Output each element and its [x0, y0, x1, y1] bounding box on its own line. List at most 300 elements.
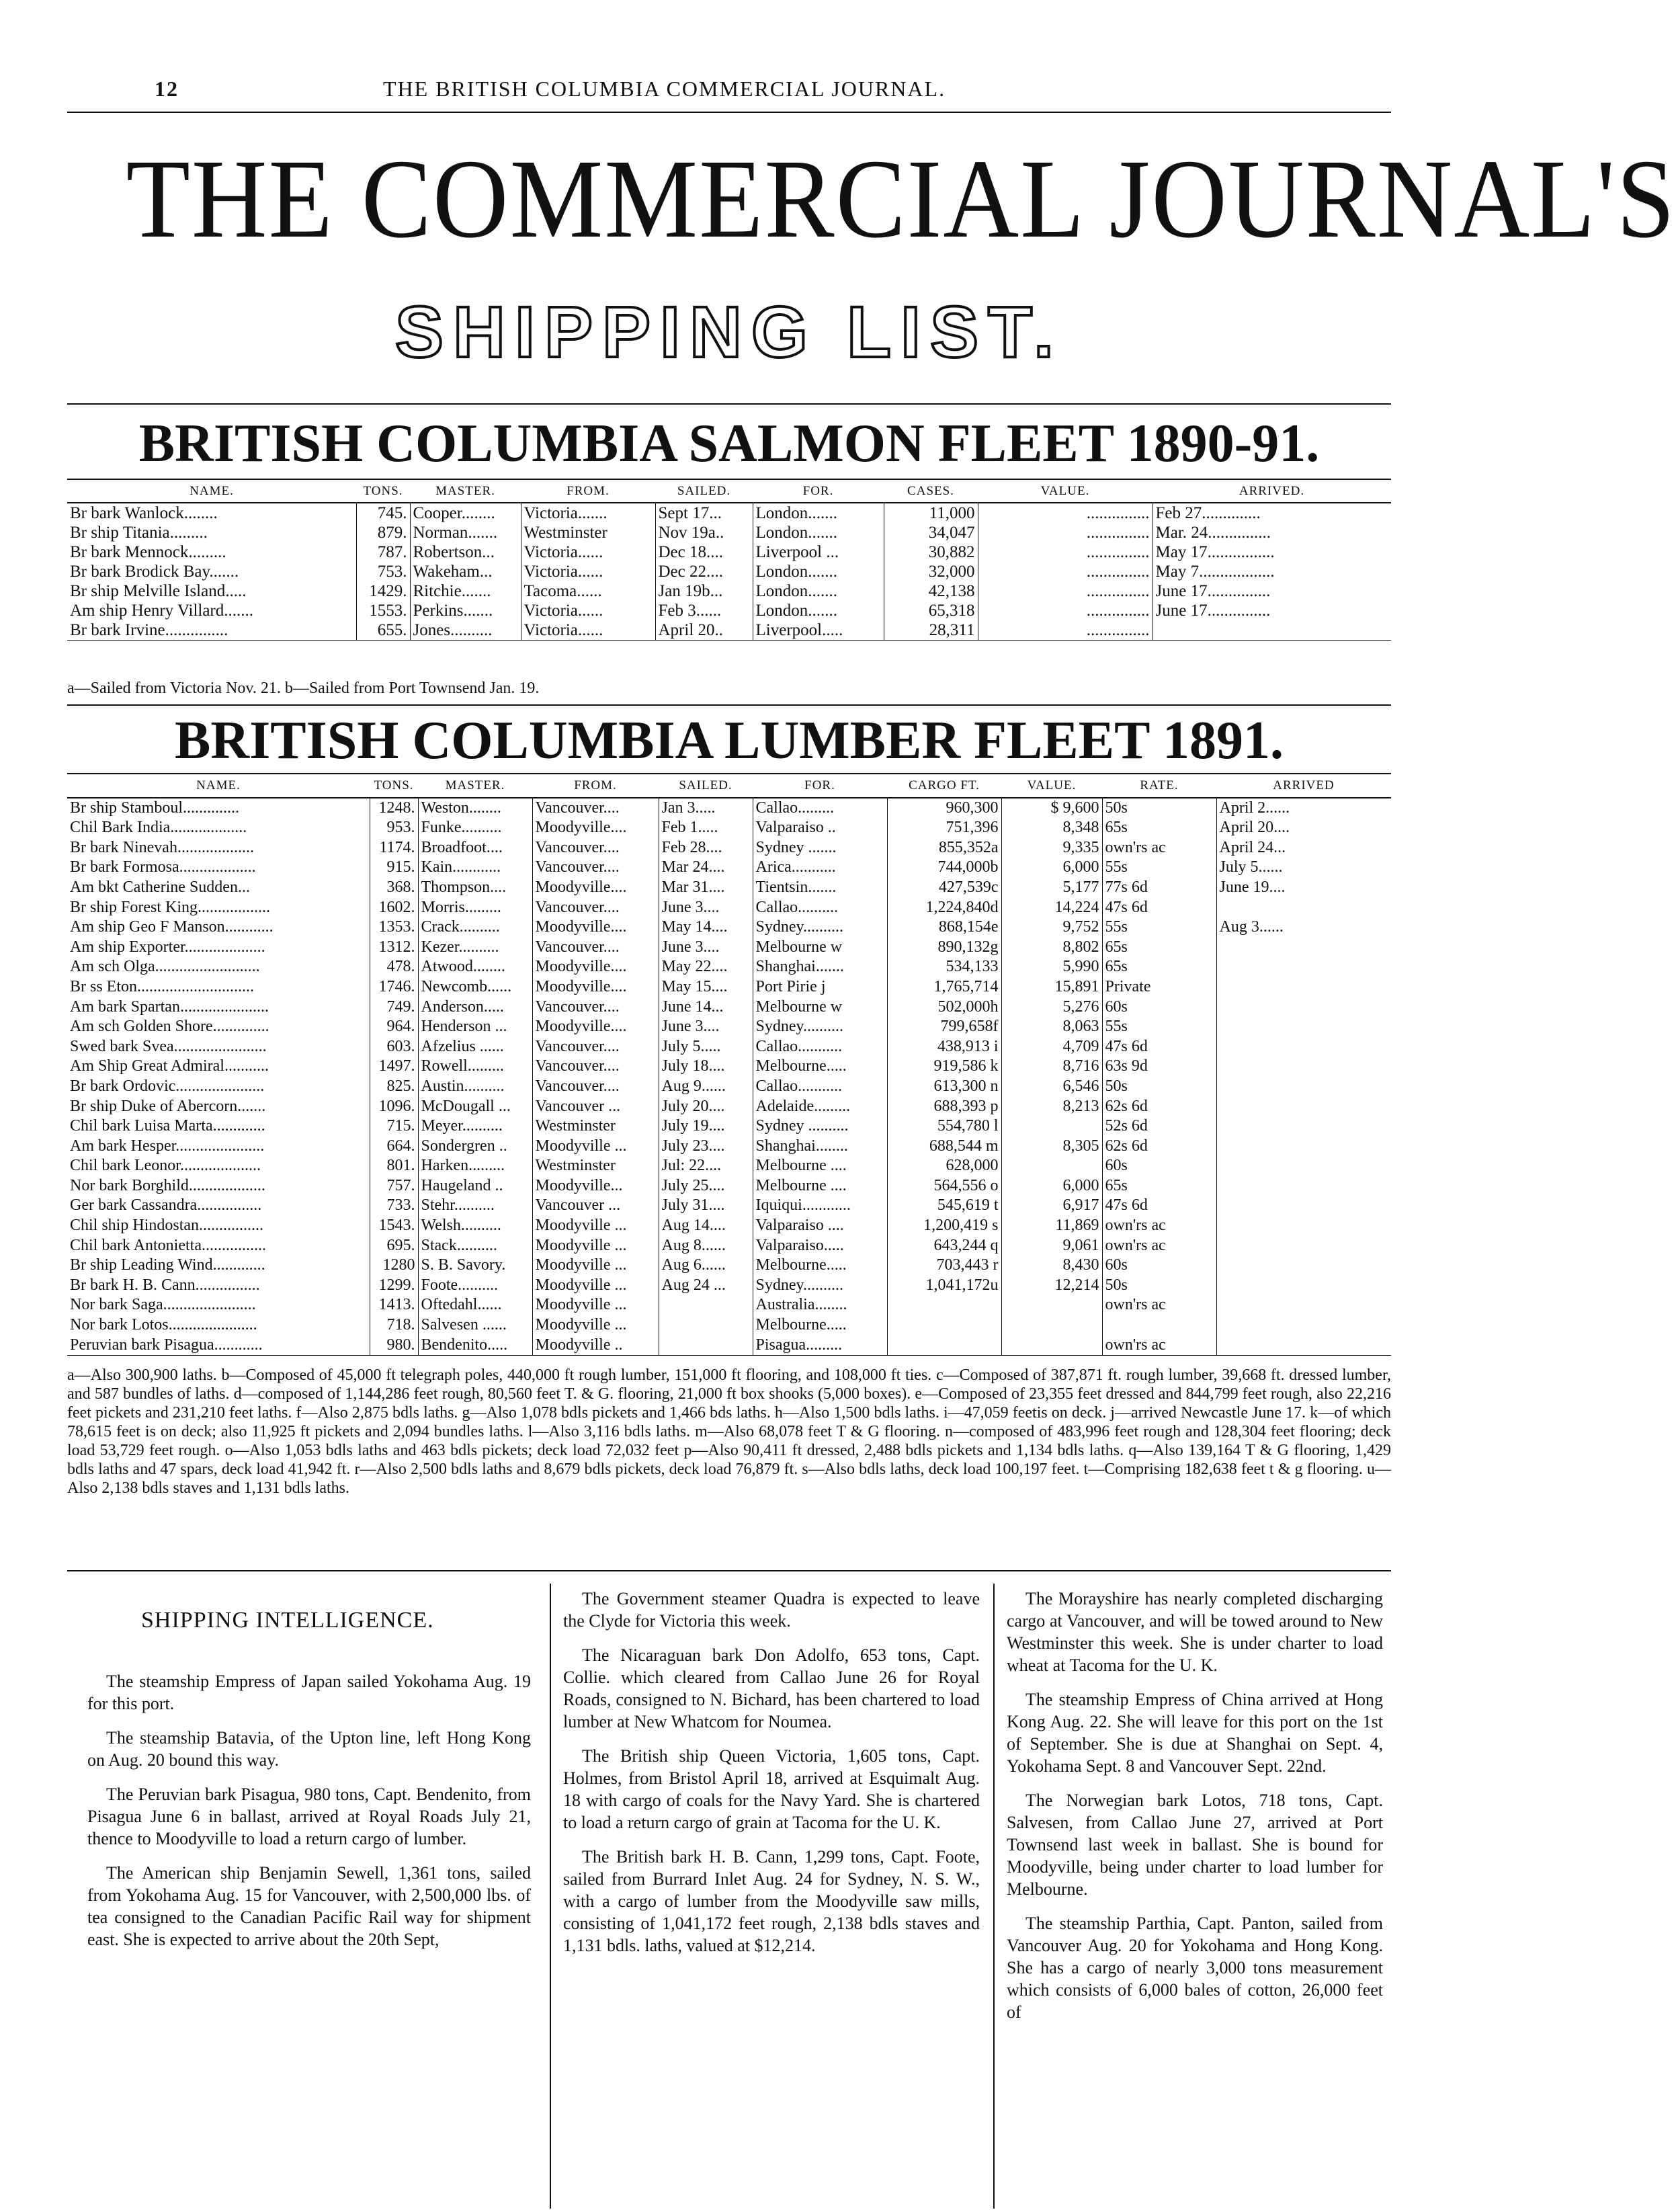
table-cell: May 15.... — [659, 977, 753, 997]
table-cell: Ger bark Cassandra................ — [70, 1196, 262, 1215]
table-row — [67, 1276, 1391, 1296]
table-cell: Jones.......... — [410, 620, 521, 641]
table-cell: $ 9,600 — [1001, 798, 1102, 819]
table-row — [67, 1077, 1391, 1097]
table-cell: Dec 22.... — [655, 562, 753, 581]
column-header: SAILED. — [659, 774, 753, 798]
table-cell: Stehr.......... — [418, 1196, 532, 1216]
table-cell: Sydney.......... — [753, 1276, 887, 1296]
news-paragraph: The American ship Benjamin Sewell, 1,361 tons, sailed from Yokohama Aug. 15 for Vancouver, with 2,500,000 lbs. of tea consigned to the Canadian Pacific Rail way for shipment east. She is expected to arrive about the 20th Sept, — [87, 1863, 531, 1949]
table-cell: April 24... — [1216, 838, 1391, 858]
news-paragraph: The British bark H. B. Cann, 1,299 tons, Capt. Foote, sailed from Burrard Inlet Aug. 24 for Sydney, N. S. W., with a cargo of lumber from the Moodyville saw mills, consisting of 1,041,172 feet rough, 2,138 bdls staves and 1,131 bdls. laths, valued at $12,214. — [563, 1847, 980, 1955]
table-cell: 744,000b — [887, 858, 1001, 878]
table-cell: Victoria...... — [521, 562, 655, 581]
table-cell: Chil bark Luisa Marta............. — [70, 1117, 265, 1135]
news-paragraph: The Government steamer Quadra is expected to leave the Clyde for Victoria this week. — [563, 1589, 980, 1631]
table-cell: 1543. — [370, 1216, 418, 1236]
table-cell: June 3.... — [659, 1017, 753, 1037]
table-cell — [887, 1315, 1001, 1336]
table-cell: Sydney ....... — [753, 838, 887, 858]
table-cell: Funke.......... — [418, 818, 532, 838]
table-cell: 8,305 — [1001, 1137, 1102, 1157]
news-paragraph: The Morayshire has nearly completed discharging cargo at Vancouver, and will be towed around to New Westminster this week. She is under charter to load wheat at Tacoma for the U. K. — [1007, 1589, 1383, 1675]
table-cell: Moodyville ... — [532, 1216, 659, 1236]
table-cell: 14,224 — [1001, 898, 1102, 918]
masthead-rule — [67, 403, 1391, 405]
lumber-fleet-title: BRITISH COLUMBIA LUMBER FLEET 1891. — [175, 711, 1284, 770]
table-cell: ............... — [978, 581, 1153, 601]
table-cell: Sept 17... — [655, 503, 753, 523]
table-cell: June 14... — [659, 997, 753, 1018]
table-cell: Br bark Mennock......... — [70, 543, 226, 561]
table-cell: 50s — [1102, 1276, 1216, 1296]
column-header: MASTER. — [418, 774, 532, 798]
table-cell: 745. — [356, 503, 410, 523]
table-cell: 715. — [370, 1116, 418, 1137]
table-cell — [1216, 1077, 1391, 1097]
column-header: NAME. — [67, 479, 356, 503]
column-rule — [550, 1584, 551, 2209]
table-cell: Moodyville ... — [532, 1137, 659, 1157]
table-cell: Robertson... — [410, 542, 521, 562]
table-cell: Moodyville.... — [532, 917, 659, 938]
table-cell: Anderson..... — [418, 997, 532, 1018]
table-cell: Moodyville ... — [532, 1295, 659, 1315]
table-cell: Valparaiso..... — [753, 1236, 887, 1256]
table-cell: 502,000h — [887, 997, 1001, 1018]
table-cell: Vancouver.... — [532, 1037, 659, 1057]
table-cell: Broadfoot.... — [418, 838, 532, 858]
column-rule — [993, 1584, 995, 2209]
table-cell — [1216, 1116, 1391, 1137]
table-cell: 47s 6d — [1102, 898, 1216, 918]
table-cell: 478. — [370, 957, 418, 977]
table-cell: Australia........ — [753, 1295, 887, 1315]
table-cell — [1216, 1017, 1391, 1037]
news-column-2 — [563, 1588, 980, 1969]
table-cell: Sydney.......... — [753, 917, 887, 938]
table-row — [67, 503, 1391, 523]
table-cell: Melbourne w — [753, 938, 887, 958]
table-cell: Feb 28.... — [659, 838, 753, 858]
table-cell: Norman....... — [410, 523, 521, 542]
table-cell: Moodyville.... — [532, 977, 659, 997]
table-cell: ............... — [978, 542, 1153, 562]
table-cell: 749. — [370, 997, 418, 1018]
table-cell: Dec 18.... — [655, 542, 753, 562]
table-cell: Vancouver.... — [532, 1077, 659, 1097]
table-cell: Br ss Eton............................. — [70, 977, 255, 995]
table-cell: Perkins....... — [410, 601, 521, 620]
masthead-title: THE COMMERCIAL JOURNAL'S — [126, 136, 1676, 261]
table-cell: Westminster — [532, 1116, 659, 1137]
column-header: FOR. — [753, 774, 887, 798]
table-cell: 15,891 — [1001, 977, 1102, 997]
table-cell: 1280 — [370, 1256, 418, 1276]
news-paragraph: The Peruvian bark Pisagua, 980 tons, Capt. Bendenito, from Pisagua June 6 in ballast, arrived at Royal Roads July 21, thence to Moodyville to load a return cargo of lumber. — [87, 1785, 531, 1848]
table-row — [67, 542, 1391, 562]
table-cell — [1216, 1315, 1391, 1336]
table-cell: London....... — [753, 562, 884, 581]
table-row — [67, 1336, 1391, 1356]
table-cell: Rowell......... — [418, 1057, 532, 1077]
table-cell: Foote.......... — [418, 1276, 532, 1296]
column-header: NAME. — [67, 774, 370, 798]
table-cell: 6,546 — [1001, 1077, 1102, 1097]
table-cell: Westminster — [532, 1156, 659, 1176]
table-cell: May 14.... — [659, 917, 753, 938]
table-row — [67, 620, 1391, 641]
column-header: TONS. — [356, 479, 410, 503]
table-cell: Chil bark Leonor.................... — [70, 1157, 261, 1175]
table-cell — [1001, 1116, 1102, 1137]
table-cell: Melbourne .... — [753, 1176, 887, 1196]
table-cell — [1001, 1295, 1102, 1315]
table-cell — [1001, 1156, 1102, 1176]
table-cell: 915. — [370, 858, 418, 878]
table-cell: Callao.......... — [753, 898, 887, 918]
table-cell: 47s 6d — [1102, 1196, 1216, 1216]
table-cell: Chil Bark India................... — [70, 819, 247, 837]
table-cell: 1413. — [370, 1295, 418, 1315]
table-cell: 8,213 — [1001, 1097, 1102, 1117]
table-cell: Adelaide......... — [753, 1097, 887, 1117]
news-paragraph: The Norwegian bark Lotos, 718 tons, Capt. Salvesen, from Callao June 27, arrived at Port Townsend last week in ballast. She is bound for Moodyville, being under charter to load lumber for Melbourne. — [1007, 1791, 1383, 1899]
table-cell: Am ship Henry Villard....... — [70, 602, 254, 620]
table-cell: Vancouver.... — [532, 798, 659, 819]
news-paragraph: The Nicaraguan bark Don Adolfo, 653 tons, Capt. Collie. which cleared from Callao June 26 for Royal Roads, consigned to N. Bichard, has been chartered to load lumber at New Whatcom for Noumea. — [563, 1645, 980, 1731]
table-cell: Cooper........ — [410, 503, 521, 523]
column-header: ARRIVED. — [1153, 479, 1391, 503]
table-cell: Jul: 22.... — [659, 1156, 753, 1176]
table-cell: 628,000 — [887, 1156, 1001, 1176]
table-cell — [1216, 957, 1391, 977]
table-cell: 42,138 — [884, 581, 978, 601]
column-header: ARRIVED — [1216, 774, 1391, 798]
table-cell: 1299. — [370, 1276, 418, 1296]
table-cell: July 23.... — [659, 1137, 753, 1157]
table-cell: own'rs ac — [1102, 838, 1216, 858]
table-cell: July 19.... — [659, 1116, 753, 1137]
table-cell: Atwood........ — [418, 957, 532, 977]
table-cell: ............... — [978, 523, 1153, 542]
table-cell: Aug 24 ... — [659, 1276, 753, 1296]
table-cell: 1497. — [370, 1057, 418, 1077]
table-cell: London....... — [753, 523, 884, 542]
table-cell — [1216, 1276, 1391, 1296]
table-cell: 1248. — [370, 798, 418, 819]
table-cell: Port Pirie j — [753, 977, 887, 997]
table-cell: 65s — [1102, 818, 1216, 838]
table-row — [67, 1156, 1391, 1176]
table-cell: Moodyville ... — [532, 1256, 659, 1276]
table-cell: Vancouver ... — [532, 1097, 659, 1117]
table-cell: Moodyville.... — [532, 878, 659, 898]
table-cell: Mar 31.... — [659, 878, 753, 898]
table-cell: 554,780 l — [887, 1116, 1001, 1137]
table-cell — [1216, 1176, 1391, 1196]
table-cell: ............... — [978, 620, 1153, 641]
table-cell: own'rs ac — [1102, 1236, 1216, 1256]
table-cell: 1,765,714 — [887, 977, 1001, 997]
table-cell: Moodyville ... — [532, 1315, 659, 1336]
table-cell: Wakeham... — [410, 562, 521, 581]
table-cell: 960,300 — [887, 798, 1001, 819]
table-row — [67, 858, 1391, 878]
table-cell: 32,000 — [884, 562, 978, 581]
table-cell: Moodyville.... — [532, 818, 659, 838]
table-cell — [1216, 1256, 1391, 1276]
table-cell: Aug 6...... — [659, 1256, 753, 1276]
table-cell: 9,335 — [1001, 838, 1102, 858]
table-cell: Am bark Spartan...................... — [70, 997, 269, 1016]
table-cell: 753. — [356, 562, 410, 581]
table-cell: April 20.. — [655, 620, 753, 641]
table-cell: 5,276 — [1001, 997, 1102, 1018]
table-cell — [1153, 620, 1391, 641]
table-cell — [1216, 977, 1391, 997]
table-cell: Chil bark Antonietta................ — [70, 1236, 266, 1254]
table-cell: Pisagua......... — [753, 1336, 887, 1356]
notes-rule — [67, 1570, 1391, 1571]
news-paragraph: The steamship Parthia, Capt. Panton, sailed from Vancouver Aug. 20 for Yokohama and Hong Kong. She has a cargo of nearly 3,000 tons measurement which consists of 6,000 bales of cotton, 26,000 feet of — [1007, 1914, 1383, 2022]
table-cell: Moodyville... — [532, 1176, 659, 1196]
table-cell: 919,586 k — [887, 1057, 1001, 1077]
table-cell: Vancouver.... — [532, 1057, 659, 1077]
table-cell: Victoria...... — [521, 542, 655, 562]
table-cell — [1102, 1315, 1216, 1336]
table-cell: April 2...... — [1216, 798, 1391, 819]
page-number: 12 — [155, 77, 179, 101]
table-cell: 62s 6d — [1102, 1097, 1216, 1117]
salmon-rule — [67, 704, 1391, 706]
table-cell: 703,443 r — [887, 1256, 1001, 1276]
table-cell: Br bark Brodick Bay....... — [70, 563, 239, 581]
journal-page — [67, 0, 1676, 2212]
table-cell: Tientsin....... — [753, 878, 887, 898]
table-cell: Moodyville ... — [532, 1236, 659, 1256]
table-cell: Nor bark Lotos...................... — [70, 1316, 257, 1334]
table-cell: Thompson.... — [418, 878, 532, 898]
column-header: CARGO FT. — [887, 774, 1001, 798]
table-cell: Moodyville ... — [532, 1276, 659, 1296]
table-cell: 953. — [370, 818, 418, 838]
table-cell: 8,063 — [1001, 1017, 1102, 1037]
table-cell: June 3.... — [659, 938, 753, 958]
table-cell: Liverpool..... — [753, 620, 884, 641]
column-header: MASTER. — [410, 479, 521, 503]
table-cell: 50s — [1102, 1077, 1216, 1097]
table-cell: 5,990 — [1001, 957, 1102, 977]
table-cell — [1216, 1216, 1391, 1236]
table-cell: Shanghai....... — [753, 957, 887, 977]
table-cell: 733. — [370, 1196, 418, 1216]
table-cell: May 17................ — [1153, 542, 1391, 562]
table-cell — [659, 1315, 753, 1336]
table-cell: 8,802 — [1001, 938, 1102, 958]
table-cell: 52s 6d — [1102, 1116, 1216, 1137]
table-cell: 545,619 t — [887, 1196, 1001, 1216]
table-cell — [887, 1336, 1001, 1356]
table-cell: Afzelius ...... — [418, 1037, 532, 1057]
table-cell: 65s — [1102, 1176, 1216, 1196]
table-cell — [1216, 1196, 1391, 1216]
table-cell: Am bark Hesper...................... — [70, 1137, 265, 1155]
header-rule — [67, 112, 1391, 113]
table-cell: 438,913 i — [887, 1037, 1001, 1057]
table-cell: Melbourne..... — [753, 1315, 887, 1336]
table-cell: 34,047 — [884, 523, 978, 542]
table-cell: Mar 24.... — [659, 858, 753, 878]
table-cell: Swed bark Svea....................... — [70, 1037, 267, 1055]
table-cell: 799,658f — [887, 1017, 1001, 1037]
table-cell: 6,000 — [1001, 858, 1102, 878]
table-cell: Br ship Leading Wind............. — [70, 1256, 265, 1274]
table-cell — [1216, 1137, 1391, 1157]
table-row — [67, 1176, 1391, 1196]
column-header: VALUE. — [1001, 774, 1102, 798]
table-row — [67, 938, 1391, 958]
column-header: VALUE. — [978, 479, 1153, 503]
table-cell: Haugeland .. — [418, 1176, 532, 1196]
table-cell: May 7.................. — [1153, 562, 1391, 581]
salmon-fleet-title: BRITISH COLUMBIA SALMON FLEET 1890-91. — [138, 414, 1320, 473]
table-cell: ............... — [978, 601, 1153, 620]
table-cell: April 20.... — [1216, 818, 1391, 838]
table-cell: Jan 3..... — [659, 798, 753, 819]
table-cell: Vancouver.... — [532, 898, 659, 918]
table-row — [67, 562, 1391, 581]
table-cell: 368. — [370, 878, 418, 898]
table-cell: 879. — [356, 523, 410, 542]
news-paragraph: The steamship Empress of Japan sailed Yokohama Aug. 19 for this port. — [87, 1672, 531, 1713]
table-cell: May 22.... — [659, 957, 753, 977]
table-cell: Peruvian bark Pisagua............ — [67, 1336, 370, 1356]
column-header: FOR. — [753, 479, 884, 503]
table-row — [67, 1315, 1391, 1336]
table-cell: Am Ship Great Admiral........... — [70, 1057, 269, 1075]
table-cell: Weston........ — [418, 798, 532, 819]
table-cell: Br bark H. B. Cann................ — [70, 1276, 260, 1294]
table-cell: June 17............... — [1153, 581, 1391, 601]
table-cell: Callao........... — [753, 1037, 887, 1057]
table-cell: 8,348 — [1001, 818, 1102, 838]
table-cell: 613,300 n — [887, 1077, 1001, 1097]
table-cell: Br ship Forest King.................. — [70, 898, 271, 916]
table-row — [67, 917, 1391, 938]
table-cell: Mar. 24............... — [1153, 523, 1391, 542]
table-row — [67, 997, 1391, 1018]
column-header: FROM. — [532, 774, 659, 798]
table-cell — [1216, 1156, 1391, 1176]
table-cell: Br bark Formosa................... — [70, 858, 256, 876]
table-row — [67, 1137, 1391, 1157]
table-cell: Am bkt Catherine Sudden... — [70, 878, 250, 896]
table-cell: 664. — [370, 1137, 418, 1157]
table-cell: Vancouver.... — [532, 938, 659, 958]
table-cell: 5,177 — [1001, 878, 1102, 898]
table-cell: Kain............ — [418, 858, 532, 878]
table-cell: June 17............... — [1153, 601, 1391, 620]
table-cell: Feb 27.............. — [1153, 503, 1391, 523]
table-cell: June 19.... — [1216, 878, 1391, 898]
table-cell: 1,224,840d — [887, 898, 1001, 918]
news-paragraph: The steamship Empress of China arrived at Hong Kong Aug. 22. She will leave for this port on the 1st of September. She is due at Shanghai on Sept. 4, Yokohama Sept. 8 and Vancouver Sept. 22nd. — [1007, 1690, 1383, 1776]
table-cell: own'rs ac — [1102, 1336, 1216, 1356]
table-cell: Br bark Ninevah................... — [70, 838, 254, 856]
table-cell: Br ship Duke of Abercorn....... — [70, 1097, 266, 1115]
table-cell: 55s — [1102, 858, 1216, 878]
table-cell: Melbourne..... — [753, 1256, 887, 1276]
table-cell: 534,133 — [887, 957, 1001, 977]
table-cell: Aug 9...... — [659, 1077, 753, 1097]
table-cell: Callao........... — [753, 1077, 887, 1097]
table-cell: Br bark Wanlock........ — [70, 504, 218, 522]
table-cell — [659, 1336, 753, 1356]
table-cell: 12,214 — [1001, 1276, 1102, 1296]
table-cell: June 3.... — [659, 898, 753, 918]
table-cell — [1216, 1057, 1391, 1077]
table-cell: Nov 19a.. — [655, 523, 753, 542]
table-cell: McDougall ... — [418, 1097, 532, 1117]
table-row — [67, 1256, 1391, 1276]
table-cell: 825. — [370, 1077, 418, 1097]
table-cell: July 20.... — [659, 1097, 753, 1117]
table-cell: 65s — [1102, 938, 1216, 958]
table-cell: Chil ship Hindostan................ — [70, 1217, 264, 1235]
table-cell: 718. — [370, 1315, 418, 1336]
table-cell: July 18.... — [659, 1057, 753, 1077]
table-cell: Vancouver ... — [532, 1196, 659, 1216]
table-cell: 60s — [1102, 1256, 1216, 1276]
table-row — [67, 1116, 1391, 1137]
table-cell — [1216, 1236, 1391, 1256]
table-cell: Vancouver.... — [532, 997, 659, 1018]
table-cell: 55s — [1102, 917, 1216, 938]
table-cell: July 5...... — [1216, 858, 1391, 878]
table-cell: Tacoma...... — [521, 581, 655, 601]
table-cell: Feb 3...... — [655, 601, 753, 620]
table-cell: ............... — [978, 503, 1153, 523]
table-cell: Br ship Titania......... — [70, 524, 208, 542]
table-cell: London....... — [753, 503, 884, 523]
table-cell: 1,041,172u — [887, 1276, 1001, 1296]
salmon-fleet-note: a—Sailed from Victoria Nov. 21. b—Sailed from Port Townsend Jan. 19. — [67, 680, 540, 697]
table-cell: Valparaiso .. — [753, 818, 887, 838]
table-row — [67, 1097, 1391, 1117]
table-cell: 1429. — [356, 581, 410, 601]
table-cell: 855,352a — [887, 838, 1001, 858]
table-row — [67, 1017, 1391, 1037]
table-cell: 688,393 p — [887, 1097, 1001, 1117]
table-cell: Feb 1..... — [659, 818, 753, 838]
table-cell: 751,396 — [887, 818, 1001, 838]
table-cell: Shanghai........ — [753, 1137, 887, 1157]
table-cell: 6,917 — [1001, 1196, 1102, 1216]
news-column-3 — [1007, 1588, 1383, 2035]
table-cell: Victoria...... — [521, 620, 655, 641]
table-cell: Melbourne..... — [753, 1057, 887, 1077]
table-cell: London....... — [753, 581, 884, 601]
table-cell: 4,709 — [1001, 1037, 1102, 1057]
table-cell: Crack.......... — [418, 917, 532, 938]
table-cell — [1216, 938, 1391, 958]
table-cell: Arica........... — [753, 858, 887, 878]
table-cell: Nor bark Borghild................... — [70, 1176, 265, 1194]
table-cell — [1001, 1315, 1102, 1336]
table-cell: Jan 19b... — [655, 581, 753, 601]
table-cell — [659, 1295, 753, 1315]
